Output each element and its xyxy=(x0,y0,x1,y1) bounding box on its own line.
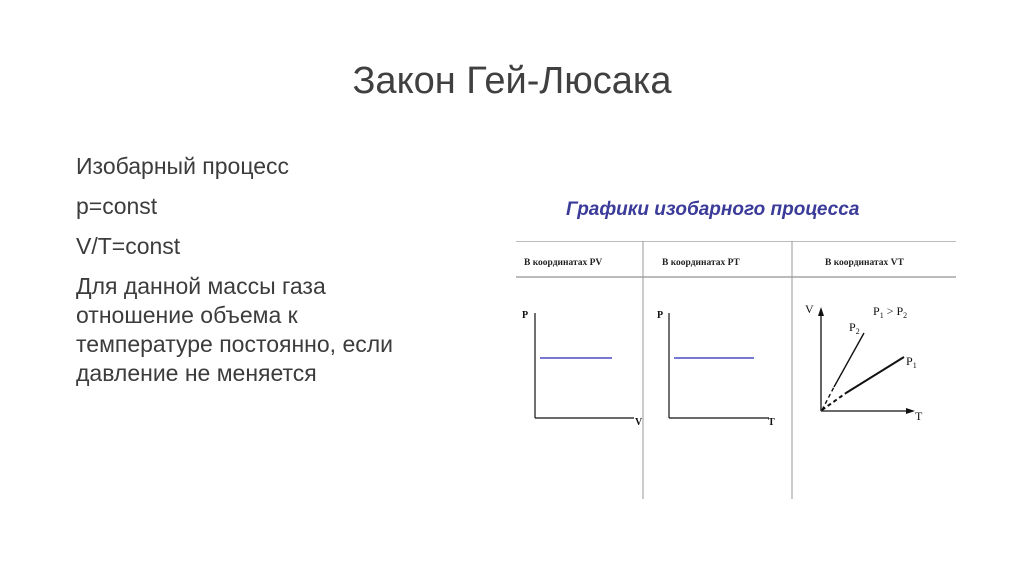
graph-pv xyxy=(522,310,643,428)
x-axis-arrow xyxy=(906,408,915,414)
bullet-list xyxy=(76,152,476,388)
column-header-pt: В координатах PT xyxy=(662,258,740,268)
figure-title: Графики изобарного процесса xyxy=(566,199,860,220)
y-axis-label: P xyxy=(657,310,664,321)
pressure-relation: $P_1 > P_2$ xyxy=(873,304,908,320)
x-axis-label: T xyxy=(915,409,923,423)
x-axis-label: T xyxy=(768,417,775,428)
p1-label: $P_1$ xyxy=(906,354,917,370)
x-axis-label: V xyxy=(635,417,643,428)
statement-line: отношение объема к xyxy=(76,302,298,328)
y-axis-arrow xyxy=(818,307,824,316)
bullet-law-statement xyxy=(76,272,476,388)
column-header-pv: В координатах PV xyxy=(524,258,603,268)
p1-extrapolation xyxy=(822,393,846,410)
p2-label: $P_2$ xyxy=(849,320,860,336)
column-header-vt: В координатах VT xyxy=(825,258,904,268)
statement-line: давление не меняется xyxy=(76,360,317,386)
slide-title: Закон Гей-Люсака xyxy=(352,60,672,102)
bullet-isobaric: Изобарный процесс xyxy=(76,153,290,179)
bullet-vt-const: V/T=const xyxy=(76,233,181,259)
p2-isobar xyxy=(834,333,864,387)
graph-pt xyxy=(657,310,775,428)
graphs-svg xyxy=(516,241,956,501)
p1-isobar xyxy=(846,357,904,393)
isobaric-graphs-table xyxy=(516,241,956,501)
p2-extrapolation xyxy=(822,387,834,410)
statement-line: Для данной массы газа xyxy=(76,273,326,299)
y-axis-label: V xyxy=(805,302,814,316)
statement-line: температуре постоянно, если xyxy=(76,331,394,357)
y-axis-label: P xyxy=(522,310,529,321)
bullet-p-const: p=const xyxy=(76,193,158,219)
graph-vt xyxy=(805,302,923,423)
